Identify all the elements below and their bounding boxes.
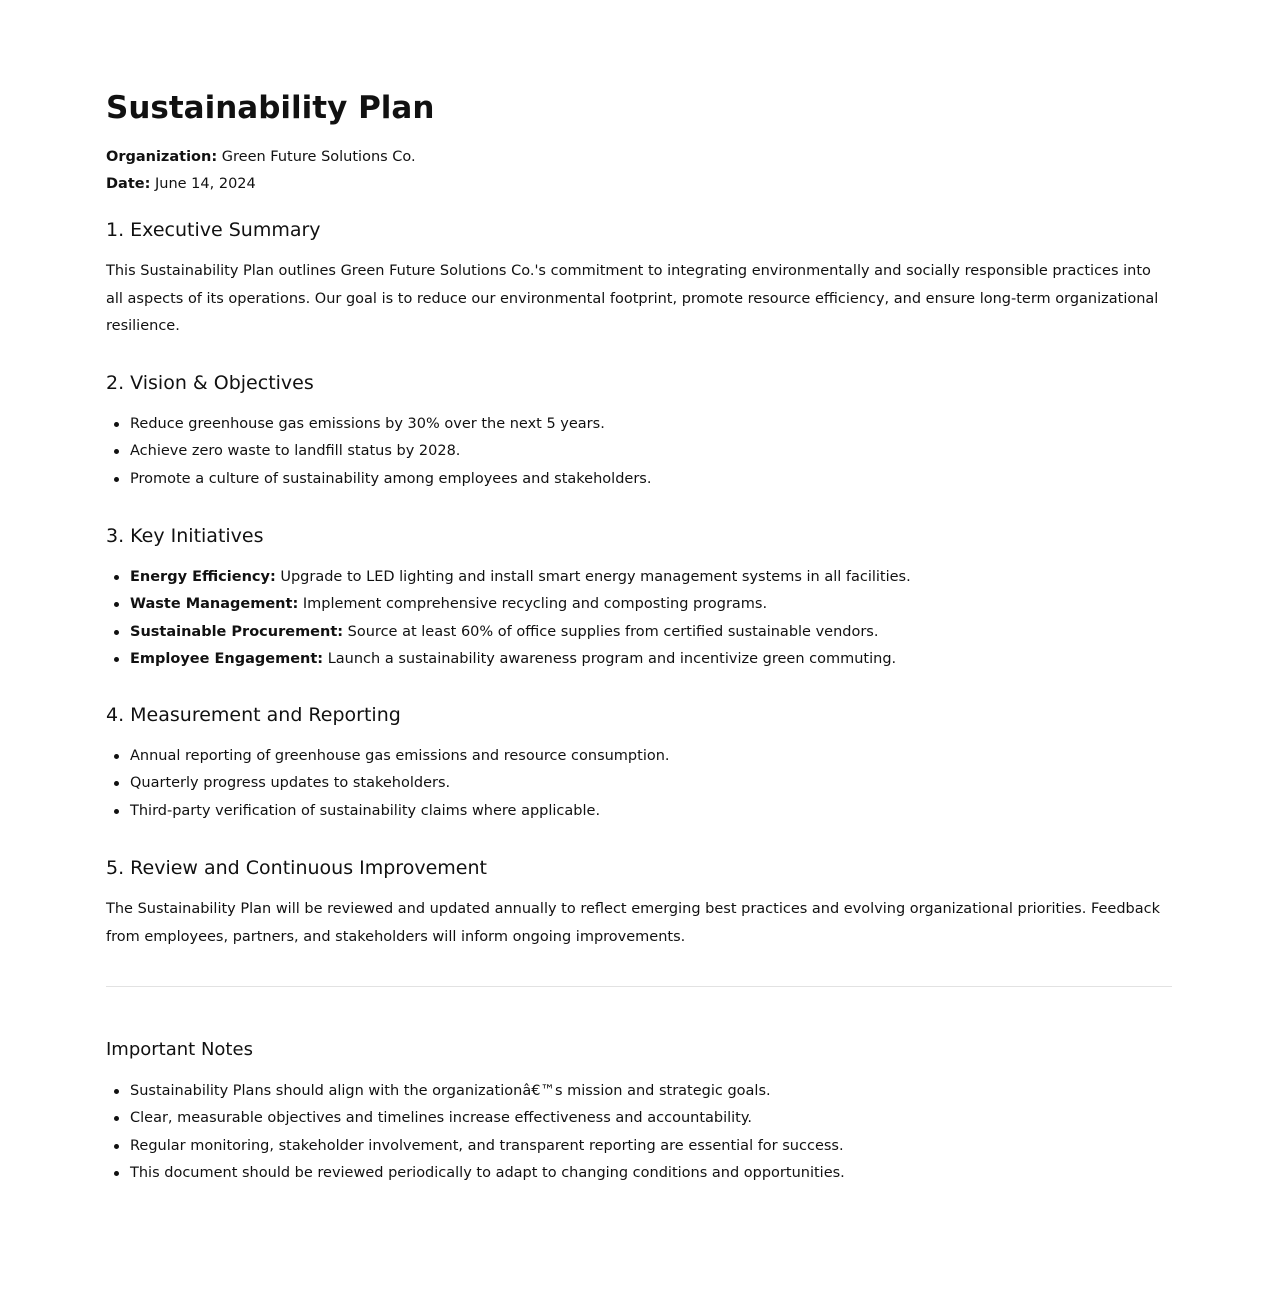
- bullet-icon: [114, 809, 119, 814]
- page-title: Sustainability Plan: [106, 90, 435, 126]
- section-paragraph: This Sustainability Plan outlines Green Future Solutions Co.'s commitment to integrating environmentally and socially responsible practices into all aspects of its operations. Our goal is to reduce our environmental footprint, promote resource efficiency, and ensure long-term organizational resilience.: [106, 263, 1159, 334]
- list-item: Promote a culture of sustainability among employees and stakeholders.: [106, 466, 1172, 493]
- list-item: Employee Engagement: Launch a sustainability awareness program and incentivize green commuting.: [106, 646, 1172, 673]
- section-heading: 3. Key Initiatives: [106, 525, 264, 547]
- bullet-icon: [114, 575, 119, 580]
- organization-line: [106, 147, 416, 167]
- bullet-icon: [114, 657, 119, 662]
- organization-value: Green Future Solutions Co.: [221, 149, 416, 165]
- list-item: Third-party verification of sustainability claims where applicable.: [106, 798, 1172, 825]
- section-review-improvement: [106, 855, 1172, 951]
- section-measurement-reporting: [106, 702, 1172, 825]
- list-item: Waste Management: Implement comprehensive recycling and composting programs.: [106, 591, 1172, 618]
- bullet-icon: [114, 630, 119, 635]
- organization-label: Organization:: [106, 149, 218, 165]
- date-value: June 14, 2024: [155, 176, 256, 192]
- important-notes: [106, 1037, 1172, 1187]
- list-item: Annual reporting of greenhouse gas emissions and resource consumption.: [106, 743, 1172, 770]
- section-heading: 5. Review and Continuous Improvement: [106, 857, 487, 879]
- initiatives-list: [106, 564, 1172, 673]
- section-heading: 1. Executive Summary: [106, 219, 321, 241]
- section-heading: 4. Measurement and Reporting: [106, 704, 401, 726]
- section-heading: 2. Vision & Objectives: [106, 372, 314, 394]
- date-label: Date:: [106, 176, 151, 192]
- section-key-initiatives: [106, 523, 1172, 673]
- section-divider: [106, 986, 1172, 987]
- list-item: Sustainable Procurement: Source at least 60% of office supplies from certified sustainable vendors.: [106, 619, 1172, 646]
- objectives-list: [106, 411, 1172, 493]
- list-item: Achieve zero waste to landfill status by 2028.: [106, 438, 1172, 465]
- bullet-icon: [114, 449, 119, 454]
- list-item: Regular monitoring, stakeholder involvement, and transparent reporting are essential for success.: [106, 1133, 1172, 1160]
- notes-list: [106, 1078, 1172, 1187]
- list-item: Energy Efficiency: Upgrade to LED lighting and install smart energy management systems in all facilities.: [106, 564, 1172, 591]
- measurement-list: [106, 743, 1172, 825]
- bullet-icon: [114, 602, 119, 607]
- list-item: Reduce greenhouse gas emissions by 30% over the next 5 years.: [106, 411, 1172, 438]
- list-item: Clear, measurable objectives and timelines increase effectiveness and accountability.: [106, 1105, 1172, 1132]
- bullet-icon: [114, 1089, 119, 1094]
- notes-heading: Important Notes: [106, 1039, 253, 1060]
- section-executive-summary: [106, 217, 1172, 341]
- bullet-icon: [114, 477, 119, 482]
- bullet-icon: [114, 781, 119, 786]
- bullet-icon: [114, 1144, 119, 1149]
- list-item: Sustainability Plans should align with the organizationâ€™s mission and strategic goals.: [106, 1078, 1172, 1105]
- bullet-icon: [114, 754, 119, 759]
- bullet-icon: [114, 422, 119, 427]
- bullet-icon: [114, 1171, 119, 1176]
- section-vision-objectives: [106, 370, 1172, 493]
- bullet-icon: [114, 1116, 119, 1121]
- list-item: Quarterly progress updates to stakeholders.: [106, 770, 1172, 797]
- date-line: [106, 174, 256, 194]
- section-paragraph: The Sustainability Plan will be reviewed and updated annually to reflect emerging best practices and evolving organizational priorities. Feedback from employees, partners, and stakeholders will inform ongoing improvements.: [106, 901, 1161, 945]
- list-item: This document should be reviewed periodically to adapt to changing conditions and opportunities.: [106, 1160, 1172, 1187]
